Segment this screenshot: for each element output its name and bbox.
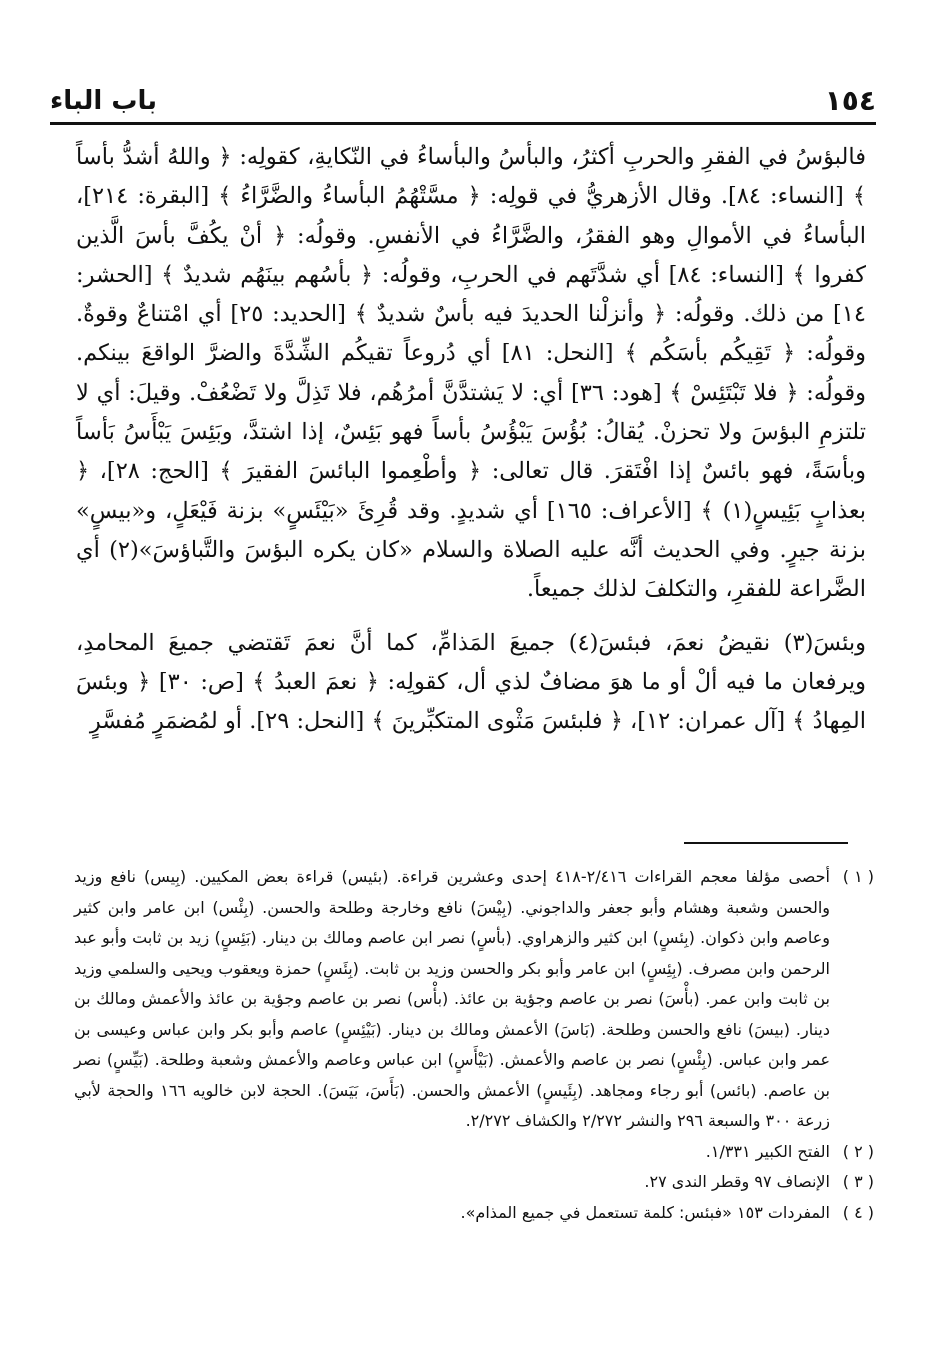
footnote-marker: ( ٤ )	[842, 1202, 874, 1222]
footnote-4	[74, 1198, 874, 1229]
footnote-3	[74, 1167, 874, 1198]
footnotes	[74, 862, 874, 1228]
footnote-1	[74, 862, 874, 1137]
footnote-text: أحصى مؤلفا معجم القراءات ٢/٤١٦-٤١٨ إحدى وعشرين قراءة. (بئيس) قراءة بعض المكيين. (بِيس) نافع وزيد والحسن وشعبة وهشام وأبو جعفر والداجوني. (بِيْسَ) نافع وخارجة وطلحة والحسن. (بِئْس) ابن عامر وابن كثير وعاصم وابن ذكوان. (بِئسٍ) ابن كثير والزهراوي. (بأسٍ) نصر ابن عاصم ومالك بن دينار. (بَئِسٍ) زيد بن ثابت وأبو عبد الرحمن وابن مصرف. (بِئِسٍ) ابن عامر وأبو بكر والحسن وزيد بن ثابت. (بِئَسٍ) حمزة ويعقوب ويحيى والسلمي وزيد بن ثابت وابن عمر. (بأْسَ) نصر بن عاصم وجؤية بن عائذ. (بأْس) نصر بن عاصم وجؤية بن عائذ والأعمش ومالك بن دينار. (بيسَ) نافع والحسن وطلحة. (بَاسَ) الأعمش ومالك بن دينار. (بَيْئِسٍ) عاصم وأبو بكر وابن عباس وعيسى بن عمر وابن عباس. (بِئْسٍ) نصر بن عاصم والأعمش. (بَيْأَسٍ) ابن عباس وعاصم والأعمش وشعبة وطلحة. (بَيِّسٍ) نصر بن عاصم. (بائس) أبو رجاء ومجاهد. (بِئَيسٍ) الأعمش والحسن. (بَأَسَ، بَيَسَ). الحجة لابن خالويه ١٦٦ والحجة لأبي زرعة ٣٠٠ والسبعة ٢٩٦ والنشر ٢/٢٧٢ والكشاف ٢/٢٧٢.	[74, 867, 830, 1130]
page-number: ١٥٤	[824, 84, 876, 117]
page-header	[50, 84, 876, 125]
footnote-marker: ( ٣ )	[842, 1172, 874, 1191]
footnote-marker: ( ١ )	[842, 867, 874, 886]
body-paragraph-1: فالبؤسُ في الفقرِ والحربِ أكثرُ، والبأسُ والبأساءُ في النّكايةِ، كقولِه: ﴿ واللهُ أشدُّ بأساً ﴾ [النساء: ٨٤]. وقال الأزهريُّ في قولِه: ﴿ مسَّتْهُمُ البأساءُ والضَّرَّاءُ ﴾ [البقرة: ٢١٤]، البأساءُ في الأموالِ وهو الفقرُ، والضَّرَّاءُ في الأنفسِ. وقولُه: ﴿ أنْ يكُفَّ بأسَ الَّذين كفروا ﴾ [النساء: ٨٤] أي شدَّتَهم في الحربِ، وقولُه: ﴿ بأسُهم بينَهُم شديدٌ ﴾ [الحشر: ١٤] من ذلك. وقولُه: ﴿ وأنزلْنا الحديدَ فيه بأسٌ شديدٌ ﴾ [الحديد: ٢٥] أي امْتناعٌ وقوةٌ. وقولُه: ﴿ تَقِيكُم بأسَكُم ﴾ [النحل: ٨١] أي دُروعاً تقيكُم الشِّدَّةَ والضرَّ الواقعَ بينكم. وقولُه: ﴿ فلا تَبْتَئِسْ ﴾ [هود: ٣٦] أي: لا يَشتدَّنَّ أمرُهُم، فلا تَذِلَّ ولا تَضْعُفْ. وقيلَ: أي لا تلتزمِ البؤسَ ولا تحزنْ. يُقالُ: بُؤُسَ يَبْؤُسُ بأساً فهو بَئِسٌ، إذا اشتدَّ، وبَئِسَ يَبْأَسُ بَأساً وبأسَةً، فهو بائسٌ إذا افْتَقرَ. قال تعالى: ﴿ وأطْعِموا البائسَ الفقيرَ ﴾ [الحج: ٢٨]، ﴿ بعذابٍ بَئِيسٍ(١) ﴾ [الأعراف: ١٦٥] أي شديدٍ. وقد قُرِئَ «بَيْئَسٍ» بزنة فَيْعَلٍ، و«بيسٍ» بزنة جيرٍ. وفي الحديث أنَّه عليه الصلاة والسلام «كان يكره البؤسَ والتَّباؤسَ»(٢) أي الضَّراعة للفقرِ، والتكلفَ لذلك جميعاً.	[76, 144, 867, 603]
footnote-text: الفتح الكبير ١/٣٣١.	[705, 1141, 830, 1161]
chapter-title: باب الباء	[50, 86, 158, 116]
footnote-text: الإنصاف ٩٧ وقطر الندى ٢٧.	[644, 1172, 830, 1191]
footnote-2	[74, 1137, 874, 1168]
main-text	[76, 138, 866, 741]
footnote-separator	[684, 842, 848, 844]
footnote-text: المفردات ١٥٣ «فبئس: كلمة تستعمل في جميع المذام».	[460, 1202, 830, 1222]
body-paragraph-2: وبئسَ(٣) نقيضُ نعمَ، فبئسَ(٤) جميعَ المَذامِّ، كما أنَّ نعمَ تَقتضي جميعَ المحامدِ، ويرفعان ما فيه ألْ أو ما هوَ مضافٌ لذي أل، كقولِه: ﴿ نعمَ العبدُ ﴾ [ص: ٣٠] ﴿ وبئسَ المِهادُ ﴾ [آل عمران: ١٢]، ﴿ فلبئسَ مَثْوى المتكبِّرينَ ﴾ [النحل: ٢٩]. أو لمُضمَرٍ مُفسَّرٍ	[76, 629, 867, 735]
footnote-marker: ( ٢ )	[842, 1141, 874, 1161]
